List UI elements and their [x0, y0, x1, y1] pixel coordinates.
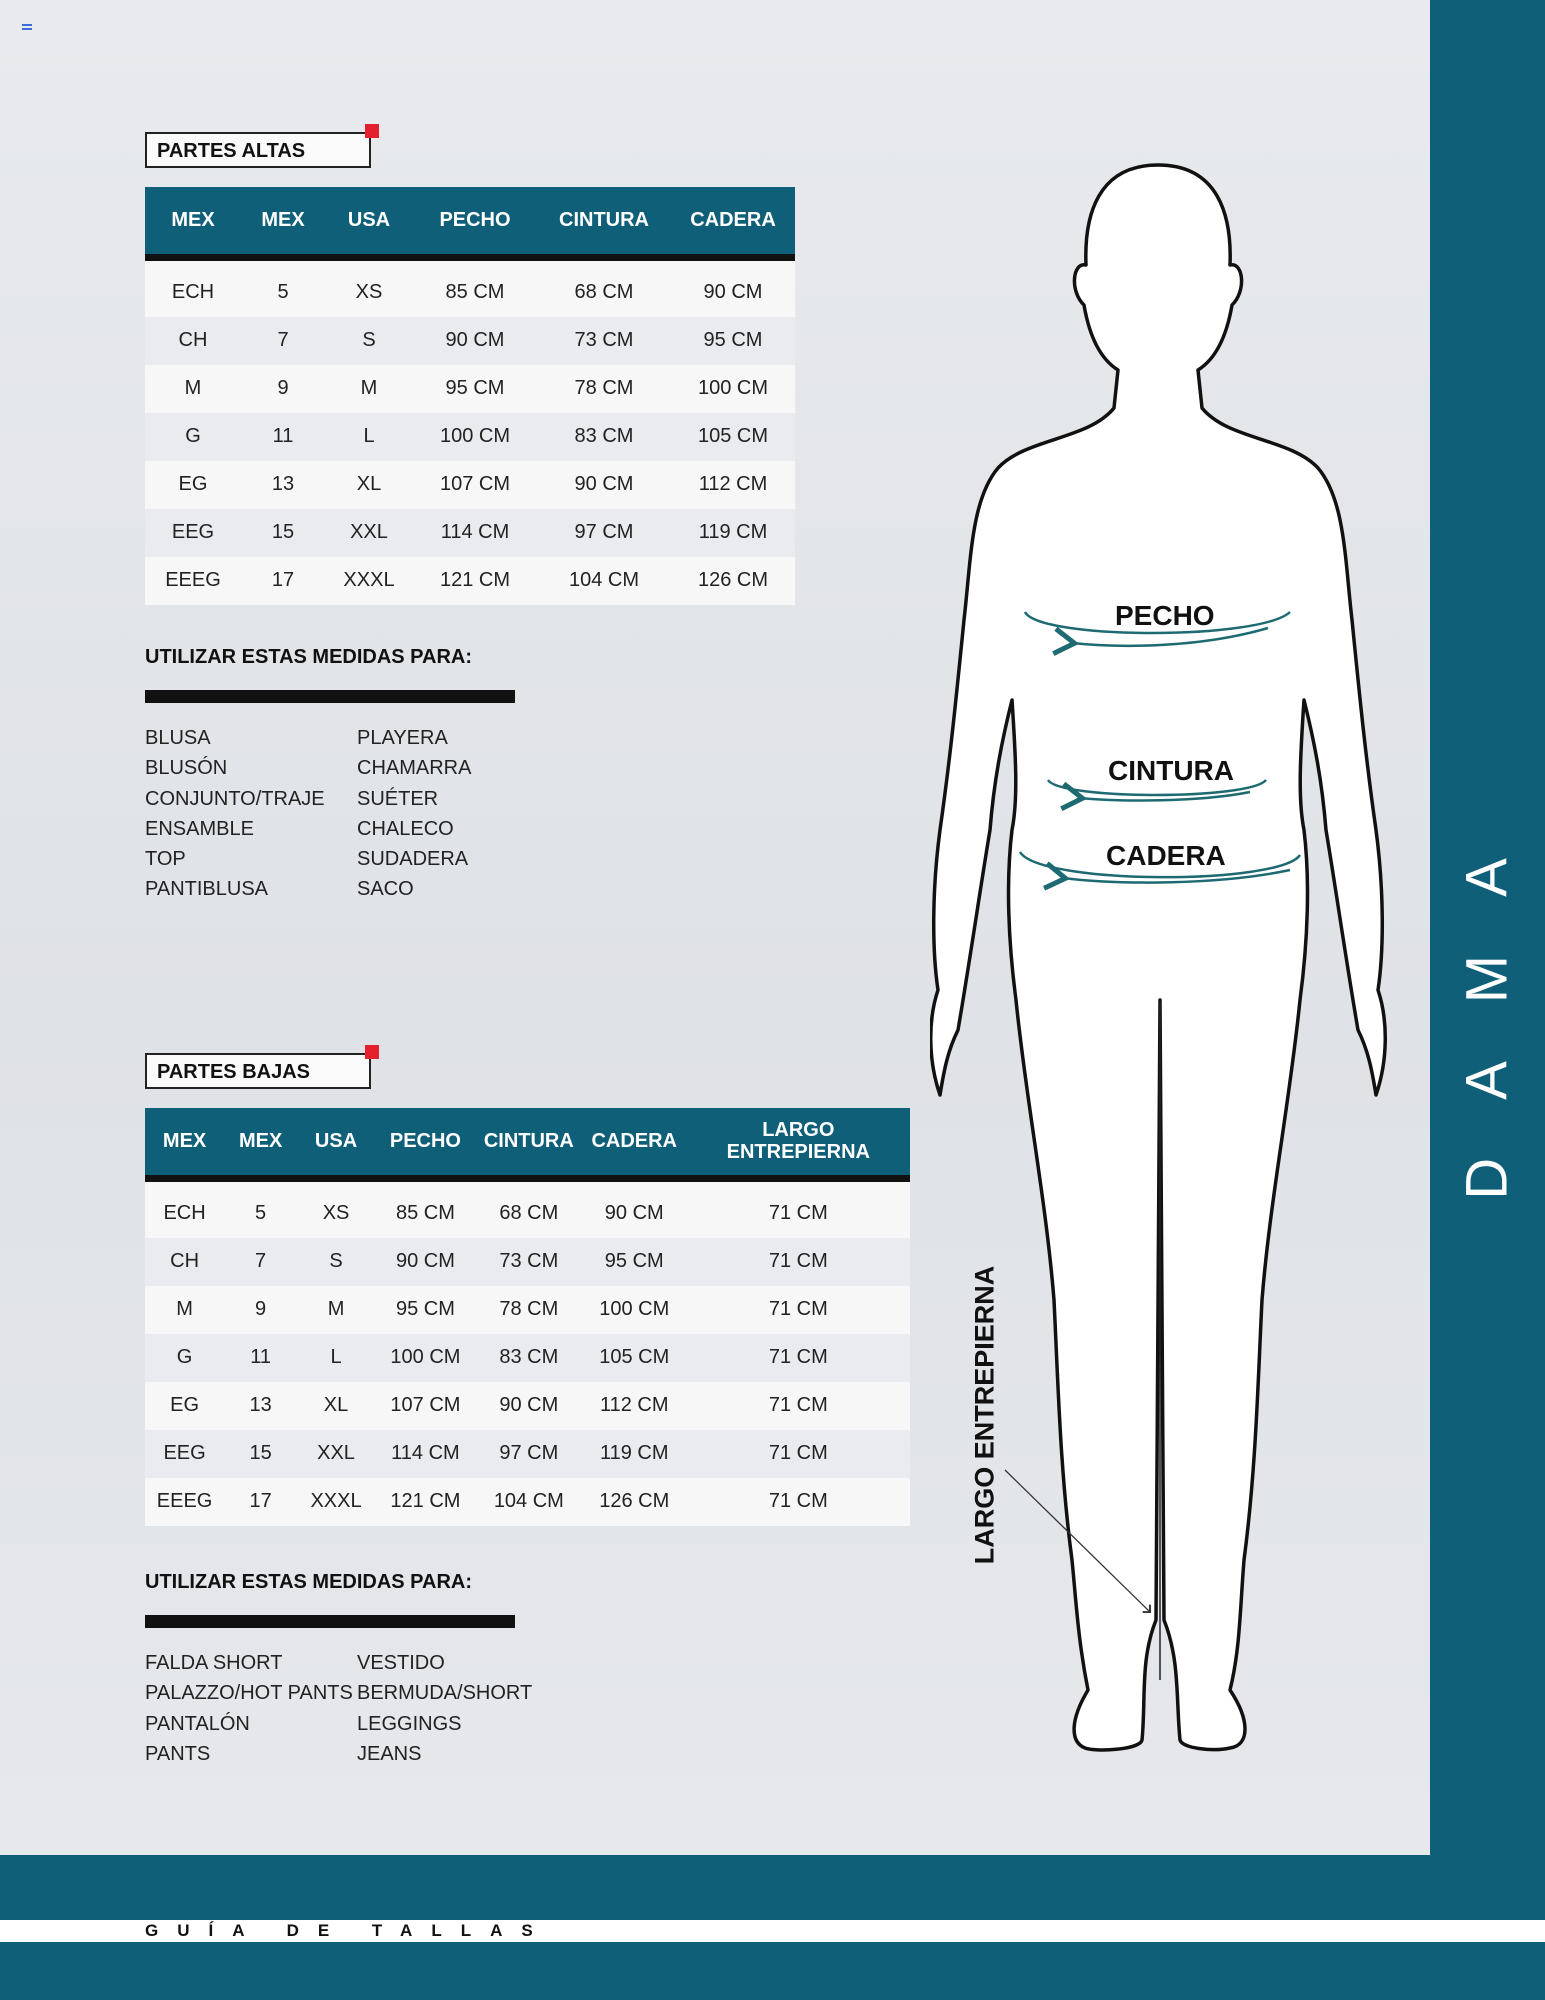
- table-cell: ECH: [145, 1178, 224, 1238]
- table-cell: 83 CM: [537, 413, 671, 461]
- table-row: [145, 1478, 910, 1526]
- table-cell: 90 CM: [413, 317, 537, 365]
- table-cell: 15: [224, 1430, 297, 1478]
- list-item: LEGGINGS: [357, 1712, 462, 1735]
- table-cell: 85 CM: [375, 1178, 476, 1238]
- table-cell: 71 CM: [687, 1238, 910, 1286]
- table-row: [145, 317, 795, 365]
- table-cell: 90 CM: [671, 257, 795, 317]
- table-cell: 114 CM: [413, 509, 537, 557]
- table-cell: 90 CM: [375, 1238, 476, 1286]
- hip-label: CADERA: [1106, 840, 1226, 871]
- table-cell: 95 CM: [671, 317, 795, 365]
- table-cell: XS: [297, 1178, 375, 1238]
- table-cell: 100 CM: [375, 1334, 476, 1382]
- red-corner-mark: [365, 124, 379, 138]
- list-item: CHAMARRA: [357, 757, 472, 780]
- table-cell: 97 CM: [537, 509, 671, 557]
- upper-section-label-text: PARTES ALTAS: [157, 140, 306, 162]
- table-cell: 13: [224, 1382, 297, 1430]
- table-row: [145, 461, 795, 509]
- lower-header-cell: PECHO: [375, 1108, 476, 1178]
- table-cell: 68 CM: [537, 257, 671, 317]
- table-cell: 90 CM: [476, 1382, 582, 1430]
- table-cell: 71 CM: [687, 1430, 910, 1478]
- upper-header-cell: PECHO: [413, 187, 537, 257]
- table-cell: M: [325, 365, 413, 413]
- table-cell: L: [325, 413, 413, 461]
- table-cell: EEG: [145, 1430, 224, 1478]
- upper-usage-divider: [145, 690, 515, 703]
- table-cell: 112 CM: [671, 461, 795, 509]
- table-cell: 100 CM: [671, 365, 795, 413]
- lower-usage-divider: [145, 1615, 515, 1628]
- table-row: [145, 365, 795, 413]
- lower-section-label: [145, 1053, 371, 1089]
- waist-label: CINTURA: [1108, 755, 1234, 786]
- table-cell: CH: [145, 317, 241, 365]
- upper-header-cell: MEX: [145, 187, 241, 257]
- table-cell: 83 CM: [476, 1334, 582, 1382]
- list-item: CONJUNTO/TRAJE: [145, 787, 325, 810]
- table-cell: 107 CM: [375, 1382, 476, 1430]
- table-row: [145, 1430, 910, 1478]
- table-cell: 11: [241, 413, 325, 461]
- table-cell: EG: [145, 1382, 224, 1430]
- list-item: BERMUDA/SHORT: [357, 1682, 533, 1705]
- lower-header-cell: MEX: [145, 1108, 224, 1178]
- upper-header-cell: CADERA: [671, 187, 795, 257]
- table-cell: XL: [325, 461, 413, 509]
- table-cell: 78 CM: [476, 1286, 582, 1334]
- table-cell: 105 CM: [582, 1334, 687, 1382]
- table-cell: XXXL: [325, 557, 413, 605]
- table-cell: M: [145, 1286, 224, 1334]
- lower-header-cell: MEX: [224, 1108, 297, 1178]
- upper-header-cell: CINTURA: [537, 187, 671, 257]
- table-cell: 73 CM: [537, 317, 671, 365]
- table-cell: XXL: [325, 509, 413, 557]
- list-item: CHALECO: [357, 817, 454, 840]
- table-cell: 100 CM: [413, 413, 537, 461]
- table-cell: 71 CM: [687, 1478, 910, 1526]
- table-cell: 100 CM: [582, 1286, 687, 1334]
- table-cell: 104 CM: [537, 557, 671, 605]
- lower-header-cell: LARGO ENTREPIERNA: [687, 1108, 910, 1178]
- upper-section-label: [145, 132, 371, 168]
- list-item: PANTS: [145, 1742, 211, 1765]
- upper-usage-list-1: [145, 723, 325, 905]
- list-item: PALAZZO/HOT PANTS: [145, 1682, 353, 1705]
- table-cell: S: [297, 1238, 375, 1286]
- table-row: [145, 1178, 910, 1238]
- table-cell: 71 CM: [687, 1382, 910, 1430]
- table-cell: 121 CM: [375, 1478, 476, 1526]
- table-cell: 73 CM: [476, 1238, 582, 1286]
- list-item: ENSAMBLE: [145, 817, 254, 840]
- lower-usage-list-2: [357, 1648, 532, 1769]
- table-row: [145, 557, 795, 605]
- upper-header-cell: MEX: [241, 187, 325, 257]
- table-cell: 7: [224, 1238, 297, 1286]
- table-cell: L: [297, 1334, 375, 1382]
- table-cell: 7: [241, 317, 325, 365]
- table-cell: CH: [145, 1238, 224, 1286]
- upper-usage-list-2: [357, 723, 471, 905]
- red-corner-mark: [365, 1045, 379, 1059]
- table-cell: EEG: [145, 509, 241, 557]
- lower-header-cell: CINTURA: [476, 1108, 582, 1178]
- table-cell: 95 CM: [413, 365, 537, 413]
- table-cell: 5: [224, 1178, 297, 1238]
- table-cell: 114 CM: [375, 1430, 476, 1478]
- table-row: [145, 413, 795, 461]
- table-cell: 95 CM: [582, 1238, 687, 1286]
- table-cell: 105 CM: [671, 413, 795, 461]
- table-cell: 13: [241, 461, 325, 509]
- table-cell: 90 CM: [582, 1178, 687, 1238]
- table-cell: XS: [325, 257, 413, 317]
- table-cell: ECH: [145, 257, 241, 317]
- table-cell: 17: [241, 557, 325, 605]
- table-cell: 119 CM: [582, 1430, 687, 1478]
- table-cell: 126 CM: [671, 557, 795, 605]
- table-row: [145, 1238, 910, 1286]
- lower-size-table: [145, 1108, 910, 1526]
- table-cell: 104 CM: [476, 1478, 582, 1526]
- lower-section-label-text: PARTES BAJAS: [157, 1061, 310, 1083]
- table-cell: 90 CM: [537, 461, 671, 509]
- table-row: [145, 509, 795, 557]
- upper-usage-title: UTILIZAR ESTAS MEDIDAS PARA:: [145, 646, 473, 668]
- table-cell: 5: [241, 257, 325, 317]
- list-item: SUÉTER: [357, 787, 439, 810]
- footer-title: GUÍA DE TALLAS: [145, 1921, 552, 1940]
- table-cell: S: [325, 317, 413, 365]
- upper-header-cell: USA: [325, 187, 413, 257]
- list-item: VESTIDO: [357, 1652, 445, 1674]
- list-item: SACO: [357, 878, 414, 901]
- list-item: PANTALÓN: [145, 1712, 250, 1735]
- table-cell: 121 CM: [413, 557, 537, 605]
- lower-header-cell: CADERA: [582, 1108, 687, 1178]
- table-cell: 71 CM: [687, 1334, 910, 1382]
- table-cell: EG: [145, 461, 241, 509]
- table-cell: 97 CM: [476, 1430, 582, 1478]
- list-item: BLUSÓN: [145, 757, 228, 780]
- table-row: [145, 1334, 910, 1382]
- chest-label: PECHO: [1115, 600, 1215, 631]
- lower-header-cell: USA: [297, 1108, 375, 1178]
- list-item: TOP: [145, 848, 186, 871]
- upper-size-table: [145, 187, 795, 605]
- table-cell: EEEG: [145, 557, 241, 605]
- table-cell: 107 CM: [413, 461, 537, 509]
- table-cell: 71 CM: [687, 1178, 910, 1238]
- table-cell: M: [297, 1286, 375, 1334]
- table-cell: 112 CM: [582, 1382, 687, 1430]
- bottom-band: [0, 1855, 1545, 1920]
- page-marker-icon: [22, 24, 32, 30]
- table-cell: 95 CM: [375, 1286, 476, 1334]
- lower-usage-list-1: [145, 1648, 353, 1769]
- table-cell: 17: [224, 1478, 297, 1526]
- table-cell: 11: [224, 1334, 297, 1382]
- table-cell: G: [145, 1334, 224, 1382]
- table-cell: XXL: [297, 1430, 375, 1478]
- table-cell: XXXL: [297, 1478, 375, 1526]
- table-cell: 119 CM: [671, 509, 795, 557]
- list-item: PLAYERA: [357, 727, 448, 749]
- table-row: [145, 1286, 910, 1334]
- table-cell: 78 CM: [537, 365, 671, 413]
- list-item: BLUSA: [145, 727, 211, 749]
- table-cell: 71 CM: [687, 1286, 910, 1334]
- table-row: [145, 1382, 910, 1430]
- list-item: FALDA SHORT: [145, 1652, 283, 1674]
- table-cell: 9: [224, 1286, 297, 1334]
- table-cell: 15: [241, 509, 325, 557]
- table-cell: 68 CM: [476, 1178, 582, 1238]
- table-cell: 85 CM: [413, 257, 537, 317]
- lower-usage-title: UTILIZAR ESTAS MEDIDAS PARA:: [145, 1571, 473, 1593]
- table-cell: XL: [297, 1382, 375, 1430]
- table-row: [145, 257, 795, 317]
- table-cell: M: [145, 365, 241, 413]
- list-item: PANTIBLUSA: [145, 878, 268, 901]
- list-item: JEANS: [357, 1742, 422, 1765]
- table-cell: 126 CM: [582, 1478, 687, 1526]
- vertical-title: DAMA: [1454, 800, 1520, 1200]
- inseam-label: LARGO ENTREPIERNA: [969, 1265, 1000, 1565]
- list-item: SUDADERA: [357, 848, 469, 871]
- table-cell: EEEG: [145, 1478, 224, 1526]
- footer-band: [0, 1942, 1545, 2000]
- table-cell: G: [145, 413, 241, 461]
- table-cell: 9: [241, 365, 325, 413]
